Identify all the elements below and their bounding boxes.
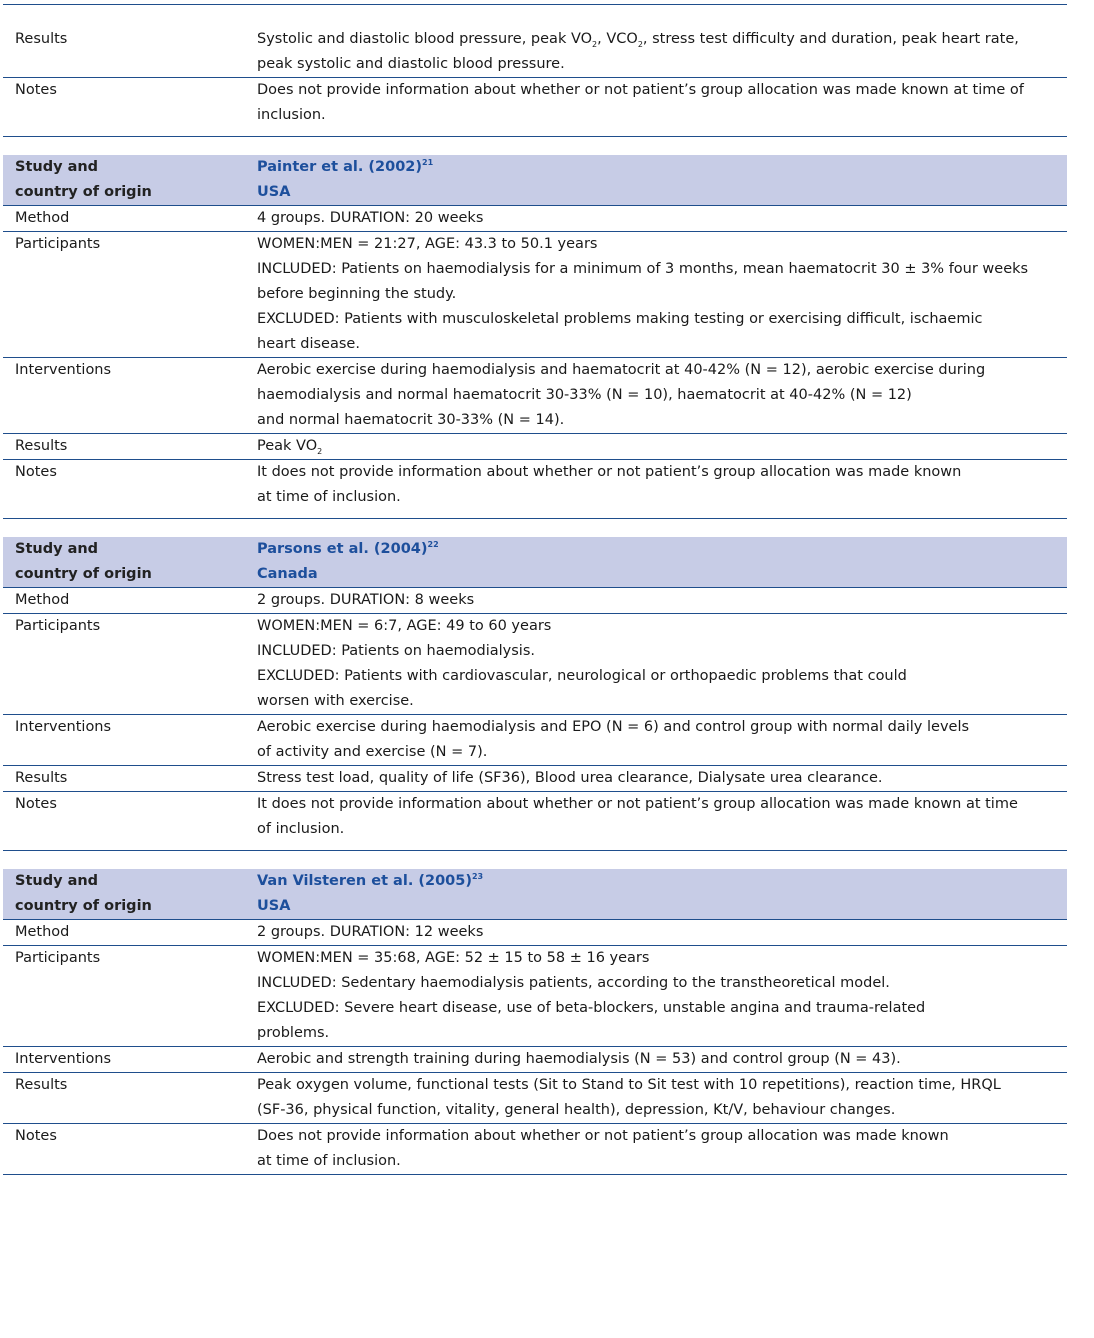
value-line: EXCLUDED: Severe heart disease, use of beta-blockers, unstable angina and trauma-related xyxy=(257,1000,926,1016)
header-value xyxy=(257,155,1067,205)
study-name: Van Vilsteren et al. (2005) xyxy=(257,873,472,889)
table-row-notes xyxy=(3,1124,1067,1175)
header-value xyxy=(257,869,1067,919)
row-label: Participants xyxy=(15,950,101,966)
row-value xyxy=(257,5,1067,77)
row-value xyxy=(257,1073,1067,1123)
row-label: Notes xyxy=(15,82,57,98)
section-spacer xyxy=(3,851,1067,869)
value-line: WOMEN:MEN = 21:27, AGE: 43.3 to 50.1 years xyxy=(257,236,598,252)
value-line: INCLUDED: Patients on haemodialysis for a minimum of 3 months, mean haematocrit 30 ± 3% four weeks xyxy=(257,261,1029,277)
value-line: heart disease. xyxy=(257,336,360,352)
value-line: (SF-36, physical function, vitality, general health), depression, Kt/V, behaviour changes. xyxy=(257,1102,896,1118)
row-label: Notes xyxy=(15,464,57,480)
row-value xyxy=(257,460,1067,518)
text-fragment: , VCO xyxy=(597,31,638,47)
reference-number: 22 xyxy=(427,540,439,549)
section-spacer xyxy=(3,519,1067,537)
value-line: of inclusion. xyxy=(257,821,345,837)
row-value: 4 groups. DURATION: 20 weeks xyxy=(257,210,484,226)
table-row-results xyxy=(3,434,1067,460)
value-line: Does not provide information about whether or not patient’s group allocation was made known xyxy=(257,1128,949,1144)
header-label-line: country of origin xyxy=(15,566,152,582)
row-label: Results xyxy=(15,438,68,454)
value-line: and normal haematocrit 30-33% (N = 14). xyxy=(257,412,565,428)
value-line: INCLUDED: Sedentary haemodialysis patients, according to the transtheoretical model. xyxy=(257,975,890,991)
header-value xyxy=(257,537,1067,587)
study-header-parsons xyxy=(3,537,1067,588)
row-label: Method xyxy=(15,210,70,226)
value-line: Does not provide information about whether or not patient’s group allocation was made known at time of xyxy=(257,82,1024,98)
study-name: Painter et al. (2002) xyxy=(257,159,423,175)
table-row-participants xyxy=(3,232,1067,358)
table-row-results xyxy=(3,5,1067,78)
value-line xyxy=(257,434,1047,459)
table-row-notes xyxy=(3,78,1067,137)
subscript: 2 xyxy=(592,40,598,49)
value-line: inclusion. xyxy=(257,107,326,123)
table-row-notes xyxy=(3,792,1067,851)
row-value xyxy=(257,715,1067,765)
header-label-line: Study and xyxy=(15,541,99,557)
value-line: WOMEN:MEN = 6:7, AGE: 49 to 60 years xyxy=(257,618,552,634)
section-spacer xyxy=(3,137,1067,155)
row-value xyxy=(257,358,1067,433)
text-fragment: Peak VO xyxy=(257,438,318,454)
row-value: 2 groups. DURATION: 8 weeks xyxy=(257,592,475,608)
row-label: Results xyxy=(15,770,68,786)
study-header-painter xyxy=(3,155,1067,206)
reference-number: 21 xyxy=(422,158,434,167)
row-label: Interventions xyxy=(15,719,112,735)
study-title xyxy=(257,155,1047,180)
row-label: Interventions xyxy=(15,362,112,378)
value-line: It does not provide information about whether or not patient’s group allocation was made known at time xyxy=(257,796,1018,812)
value-line: at time of inclusion. xyxy=(257,489,401,505)
table-row-interventions xyxy=(3,358,1067,434)
value-line: peak systolic and diastolic blood pressure. xyxy=(257,56,565,72)
reference-number: 23 xyxy=(471,872,484,881)
row-value: 2 groups. DURATION: 12 weeks xyxy=(257,924,484,940)
value-line: Aerobic exercise during haemodialysis and haematocrit at 40-42% (N = 12), aerobic exercise during xyxy=(257,362,986,378)
subscript: 2 xyxy=(637,40,643,49)
header-label-line: country of origin xyxy=(15,184,152,200)
row-value: Aerobic and strength training during haemodialysis (N = 53) and control group (N = 43). xyxy=(257,1051,901,1067)
value-line: EXCLUDED: Patients with musculoskeletal problems making testing or exercising difficult, ischaemic xyxy=(257,311,983,327)
value-line: problems. xyxy=(257,1025,330,1041)
study-header-vanvilsteren xyxy=(3,869,1067,920)
text-fragment: Systolic and diastolic blood pressure, peak VO xyxy=(257,31,593,47)
value-line: before beginning the study. xyxy=(257,286,457,302)
study-name: Parsons et al. (2004) xyxy=(257,541,428,557)
header-label-line: Study and xyxy=(15,873,99,889)
study-country: USA xyxy=(257,898,291,914)
table-row-method xyxy=(3,588,1067,614)
table-row-notes xyxy=(3,460,1067,519)
value-line: of activity and exercise (N = 7). xyxy=(257,744,488,760)
header-label xyxy=(3,537,257,587)
row-label: Participants xyxy=(15,618,101,634)
table-row-results xyxy=(3,1073,1067,1124)
value-line: INCLUDED: Patients on haemodialysis. xyxy=(257,643,535,659)
value-line: Aerobic exercise during haemodialysis and EPO (N = 6) and control group with normal daily levels xyxy=(257,719,970,735)
row-value xyxy=(257,78,1067,136)
value-line: Peak oxygen volume, functional tests (Sit to Stand to Sit test with 10 repetitions), reaction time, HRQL xyxy=(257,1077,1001,1093)
value-line: EXCLUDED: Patients with cardiovascular, neurological or orthopaedic problems that could xyxy=(257,668,907,684)
table-row-interventions xyxy=(3,715,1067,766)
subscript: 2 xyxy=(317,447,323,456)
row-label: Notes xyxy=(15,1128,57,1144)
row-value xyxy=(257,946,1067,1046)
row-label: Notes xyxy=(15,796,57,812)
value-line: haemodialysis and normal haematocrit 30-33% (N = 10), haematocrit at 40-42% (N = 12) xyxy=(257,387,912,403)
row-label: Results xyxy=(15,31,68,47)
table-row-participants xyxy=(3,614,1067,715)
row-label: Results xyxy=(15,1077,68,1093)
text-fragment: , stress test difficulty and duration, peak heart rate, xyxy=(642,31,1019,47)
header-label xyxy=(3,155,257,205)
row-value xyxy=(257,792,1067,850)
study-title xyxy=(257,869,1047,894)
value-line: worsen with exercise. xyxy=(257,693,414,709)
study-country: Canada xyxy=(257,566,318,582)
row-label: Method xyxy=(15,592,70,608)
row-label: Participants xyxy=(15,236,101,252)
table-row-method xyxy=(3,206,1067,232)
table-row-interventions xyxy=(3,1047,1067,1073)
value-line: It does not provide information about whether or not patient’s group allocation was made known xyxy=(257,464,962,480)
header-label-line: country of origin xyxy=(15,898,152,914)
row-value xyxy=(257,614,1067,714)
value-line xyxy=(257,27,1047,52)
table-row-results xyxy=(3,766,1067,792)
row-value xyxy=(257,232,1067,357)
row-value xyxy=(257,1124,1067,1174)
row-label: Interventions xyxy=(15,1051,112,1067)
row-value xyxy=(257,434,1067,459)
study-country: USA xyxy=(257,184,291,200)
header-label-line: Study and xyxy=(15,159,99,175)
value-line: at time of inclusion. xyxy=(257,1153,401,1169)
value-line: WOMEN:MEN = 35:68, AGE: 52 ± 15 to 58 ± 16 years xyxy=(257,950,650,966)
study-title xyxy=(257,537,1047,562)
table-row-method xyxy=(3,920,1067,946)
study-table xyxy=(3,4,1067,1175)
row-label: Method xyxy=(15,924,70,940)
table-row-participants xyxy=(3,946,1067,1047)
row-value: Stress test load, quality of life (SF36), Blood urea clearance, Dialysate urea clearance. xyxy=(257,770,883,786)
header-label xyxy=(3,869,257,919)
